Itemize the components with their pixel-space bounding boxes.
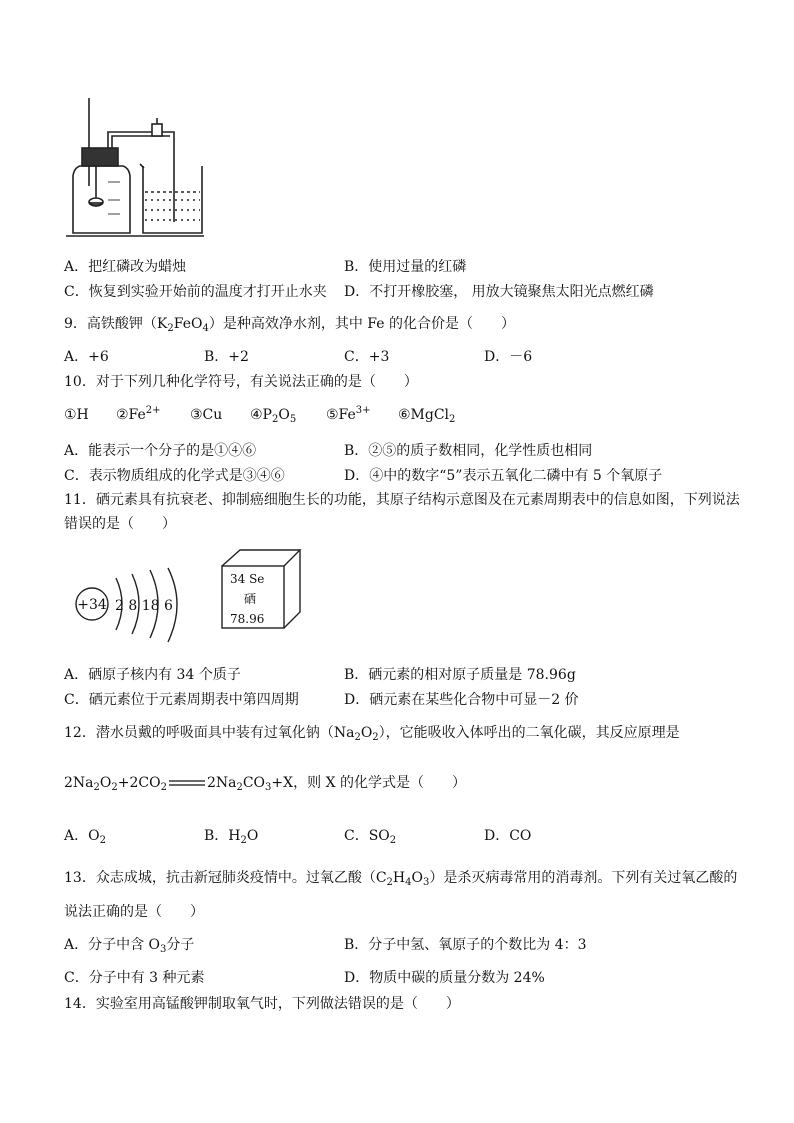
q8-option-a[interactable]: A．把红磷改为蜡烛 (64, 259, 187, 275)
q9-stem: 9．高铁酸钾$(K_2FeO_4)$是种高效净水剂，其中 Fe 的化合价是（ ） (64, 316, 515, 334)
q9-option-d[interactable]: D．－6 (484, 349, 533, 365)
tile-atomic-mass: 78.96 (230, 612, 265, 626)
q10-option-b[interactable]: B．②⑤的质子数相同，化学性质也相同 (344, 443, 593, 459)
q9-option-b[interactable]: B．+2 (204, 349, 249, 365)
q13-option-b[interactable]: B．分子中氢、氧原子的个数比为 4：3 (344, 937, 587, 953)
tile-element-name: 硒 (244, 592, 257, 606)
q11-option-b[interactable]: B．硒元素的相对原子质量是 78.96g (344, 667, 576, 683)
q9-option-a[interactable]: A．+6 (64, 349, 109, 365)
q13-option-d[interactable]: D．物质中碳的质量分数为 24% (344, 970, 545, 986)
q13-stem-line2: 说法正确的是（ ） (64, 904, 204, 920)
q11-option-a[interactable]: A．硒原子核内有 34 个质子 (64, 667, 241, 683)
apparatus-figure (66, 96, 206, 241)
q10-option-a[interactable]: A．能表示一个分子的是①④⑥ (64, 443, 257, 459)
q12-option-a[interactable]: A．$O_2$ (64, 828, 106, 846)
q9-option-c[interactable]: C．+3 (344, 349, 390, 365)
q10-symbol-3: ③Cu (190, 407, 223, 423)
q10-symbol-1: ①H (64, 407, 89, 423)
q11-stem-line1: 11．硒元素具有抗衰老、抑制癌细胞生长的功能，其原子结构示意图及在元素周期表中的信息如图，下列说法 (64, 492, 740, 508)
q12-stem: 12．潜水员戴的呼吸面具中装有过氧化钠$(Na_2O_2)$，它能吸收入体呼出的二氧化碳，其反应原理是 (64, 725, 680, 743)
q10-symbol-6: ⑥MgCl$_2$ (398, 407, 456, 425)
q14-stem: 14．实验室用高锰酸钾制取氧气时，下列做法错误的是（ ） (64, 996, 460, 1012)
tile-number-symbol: 34 Se (230, 572, 265, 586)
q11-option-c[interactable]: C．硒元素位于元素周期表中第四周期 (64, 692, 299, 708)
atom-shells-label: 2 8 18 6 (115, 598, 173, 614)
q12-equation: $2Na_2O_2+2CO_2$ $2Na_2CO_3+X$，则 X 的化学式是（ ） (64, 775, 466, 793)
selenium-periodic-tile (218, 548, 304, 632)
q12-option-d[interactable]: D．CO (484, 828, 532, 844)
q8-option-d[interactable]: D．不打开橡胶塞， 用放大镜聚焦太阳光点燃红磷 (344, 284, 654, 300)
q10-symbol-2: $②Fe^{2+}$ (116, 405, 161, 423)
equals-sign (169, 774, 205, 792)
q8-option-b[interactable]: B．使用过量的红磷 (344, 259, 467, 275)
q10-option-c[interactable]: C．表示物质组成的化学式是③④⑥ (64, 468, 285, 484)
q13-stem-line1: 13．众志成城，抗击新冠肺炎疫情中。过氧乙酸$(C_2H_4O_3)$是杀灭病毒常用的消毒剂。下列有关过氧乙酸的 (64, 870, 738, 888)
q13-option-a[interactable]: A．分子中含 $O_3$分子 (64, 937, 195, 955)
q11-stem-line2: 错误的是（ ） (64, 516, 176, 532)
q10-stem: 10．对于下列几种化学符号，有关说法正确的是（ ） (64, 374, 418, 390)
q10-symbol-5: $⑤Fe^{3+}$ (326, 405, 371, 423)
q10-option-d[interactable]: D．④中的数字“5”表示五氧化二磷中有 5 个氧原子 (344, 468, 663, 484)
q12-option-b[interactable]: B．$H_2O$ (204, 828, 259, 846)
q12-option-c[interactable]: C．$SO_2$ (344, 828, 397, 846)
selenium-atom-diagram (70, 566, 200, 646)
q13-option-c[interactable]: C．分子中有 3 种元素 (64, 970, 205, 986)
q11-option-d[interactable]: D．硒元素在某些化合物中可显－2 价 (344, 692, 579, 708)
q10-symbol-4: $④P_2O_5$ (250, 407, 297, 425)
q8-option-c[interactable]: C．恢复到实验开始前的温度才打开止水夹 (64, 284, 327, 300)
atom-nucleus-label: +34 (77, 597, 107, 613)
